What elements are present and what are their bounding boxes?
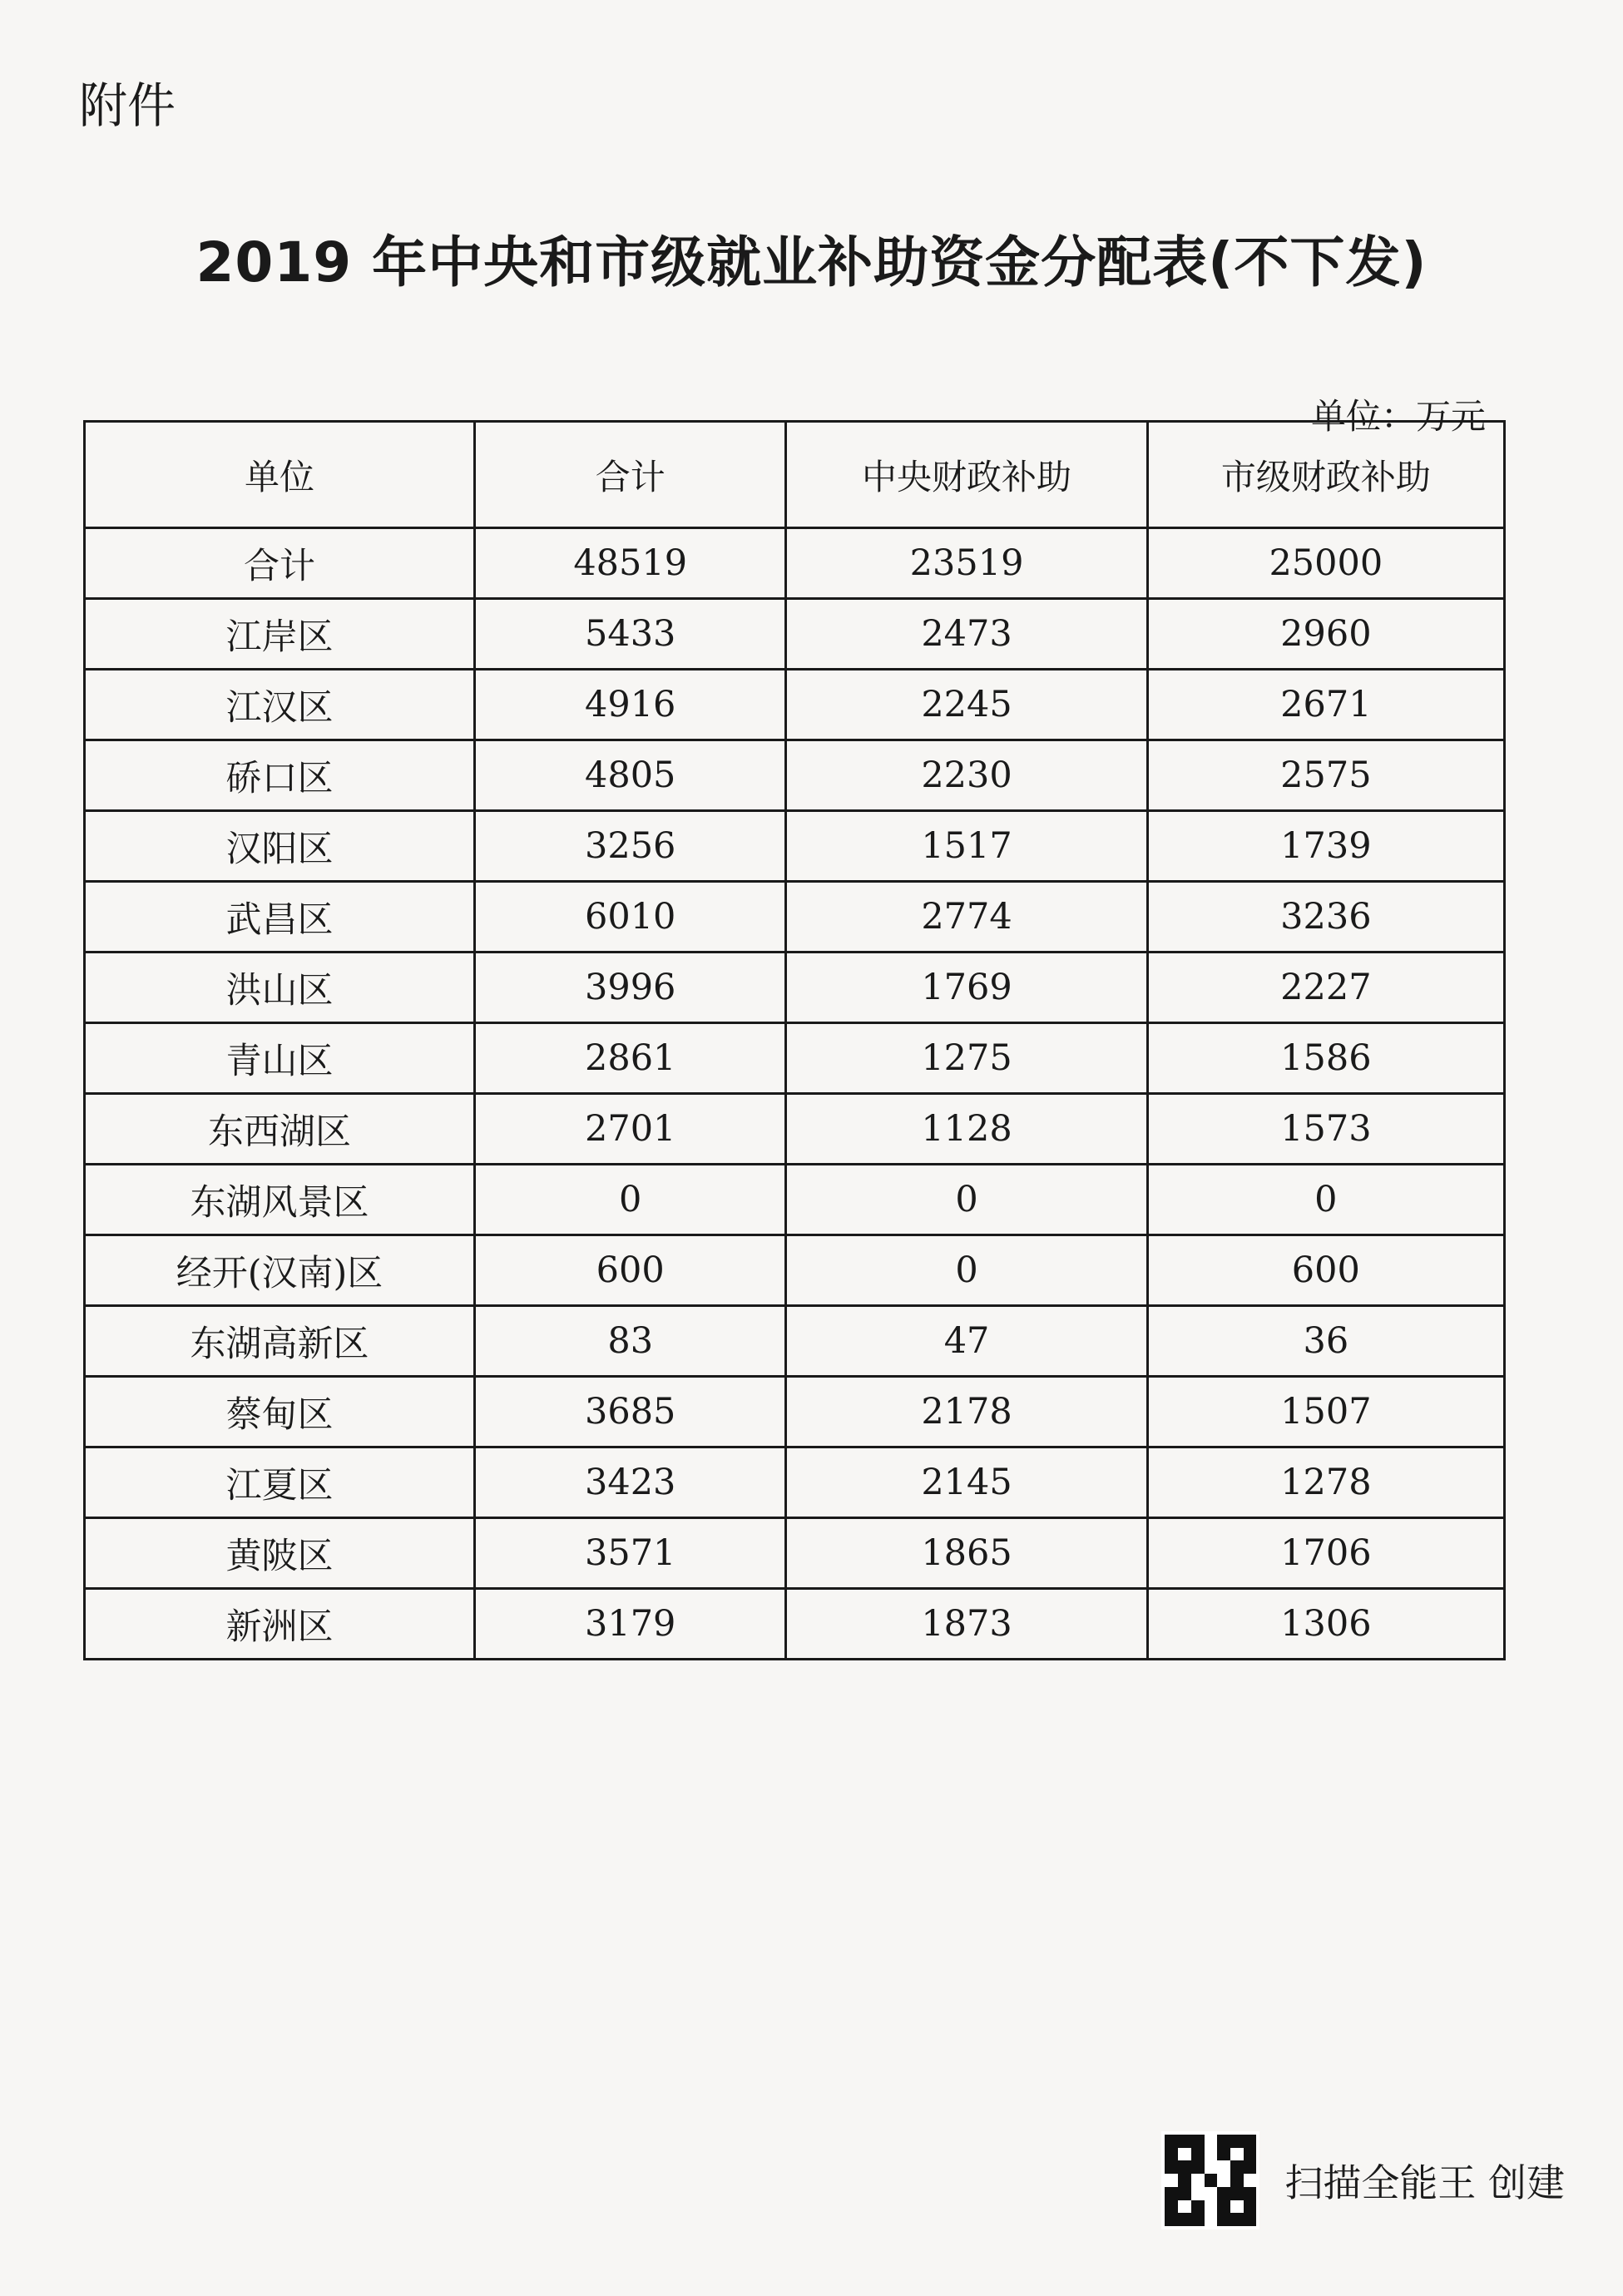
table-row — [85, 953, 1505, 1023]
column-header: 单位 — [85, 422, 475, 528]
table-cell: 36 — [1147, 1306, 1504, 1377]
qr-code-icon — [1161, 2131, 1259, 2229]
table-cell: 600 — [475, 1235, 786, 1306]
table-cell: 6010 — [475, 882, 786, 953]
table-row — [85, 1306, 1505, 1377]
table-row — [85, 740, 1505, 811]
table-cell: 1278 — [1147, 1447, 1504, 1518]
table-cell: 1306 — [1147, 1589, 1504, 1660]
table-row — [85, 1165, 1505, 1235]
table-row — [85, 528, 1505, 599]
row-label: 合计 — [85, 528, 475, 599]
row-label: 东湖高新区 — [85, 1306, 475, 1377]
page-title: 2019 年中央和市级就业补助资金分配表(不下发) — [195, 230, 1428, 294]
table-cell: 2227 — [1147, 953, 1504, 1023]
table-row — [85, 1377, 1505, 1447]
table-cell: 1275 — [786, 1023, 1147, 1094]
table-cell: 1706 — [1147, 1518, 1504, 1589]
table-cell: 23519 — [786, 528, 1147, 599]
table-cell: 3996 — [475, 953, 786, 1023]
row-label: 汉阳区 — [85, 811, 475, 882]
table-cell: 1507 — [1147, 1377, 1504, 1447]
table-cell: 1739 — [1147, 811, 1504, 882]
table-cell: 2701 — [475, 1094, 786, 1165]
column-header: 市级财政补助 — [1147, 422, 1504, 528]
row-label: 武昌区 — [85, 882, 475, 953]
table-row — [85, 1518, 1505, 1589]
table-cell: 47 — [786, 1306, 1147, 1377]
table-header-row — [85, 422, 1505, 528]
row-label: 青山区 — [85, 1023, 475, 1094]
table-cell: 2575 — [1147, 740, 1504, 811]
table-cell: 2178 — [786, 1377, 1147, 1447]
table-row — [85, 882, 1505, 953]
table-cell: 2960 — [1147, 599, 1504, 670]
table-cell: 0 — [786, 1165, 1147, 1235]
table-cell: 25000 — [1147, 528, 1504, 599]
table-row — [85, 1589, 1505, 1660]
attachment-label: 附件 — [79, 77, 176, 134]
table-cell: 0 — [1147, 1165, 1504, 1235]
table-cell: 83 — [475, 1306, 786, 1377]
table-cell: 1573 — [1147, 1094, 1504, 1165]
unit-label: 单位：万元 — [1310, 396, 1486, 437]
table-row — [85, 1447, 1505, 1518]
table-cell: 3423 — [475, 1447, 786, 1518]
table-cell: 3256 — [475, 811, 786, 882]
row-label: 新洲区 — [85, 1589, 475, 1660]
table-cell: 3236 — [1147, 882, 1504, 953]
row-label: 经开(汉南)区 — [85, 1235, 475, 1306]
table-row — [85, 599, 1505, 670]
row-label: 江夏区 — [85, 1447, 475, 1518]
table-cell: 2245 — [786, 670, 1147, 740]
table-cell: 2774 — [786, 882, 1147, 953]
column-header: 合计 — [475, 422, 786, 528]
table-cell: 1586 — [1147, 1023, 1504, 1094]
allocation-table — [83, 420, 1506, 1660]
column-header: 中央财政补助 — [786, 422, 1147, 528]
row-label: 江汉区 — [85, 670, 475, 740]
table-cell: 3685 — [475, 1377, 786, 1447]
scanner-watermark — [1161, 2131, 1565, 2229]
table-cell: 600 — [1147, 1235, 1504, 1306]
table-cell: 4916 — [475, 670, 786, 740]
table-row — [85, 1023, 1505, 1094]
table-cell: 5433 — [475, 599, 786, 670]
table-cell: 2861 — [475, 1023, 786, 1094]
row-label: 江岸区 — [85, 599, 475, 670]
row-label: 硚口区 — [85, 740, 475, 811]
table-cell: 1517 — [786, 811, 1147, 882]
table-cell: 2473 — [786, 599, 1147, 670]
table-cell: 2145 — [786, 1447, 1147, 1518]
row-label: 东湖风景区 — [85, 1165, 475, 1235]
table-cell: 48519 — [475, 528, 786, 599]
table-row — [85, 1235, 1505, 1306]
table-cell: 2230 — [786, 740, 1147, 811]
watermark-text: 扫描全能王 创建 — [1284, 2160, 1565, 2205]
table-cell: 3179 — [475, 1589, 786, 1660]
table-cell: 1769 — [786, 953, 1147, 1023]
row-label: 蔡甸区 — [85, 1377, 475, 1447]
table-cell: 3571 — [475, 1518, 786, 1589]
table-cell: 1128 — [786, 1094, 1147, 1165]
row-label: 黄陂区 — [85, 1518, 475, 1589]
table-cell: 1873 — [786, 1589, 1147, 1660]
table-cell: 2671 — [1147, 670, 1504, 740]
table-row — [85, 670, 1505, 740]
table-cell: 0 — [475, 1165, 786, 1235]
table-row — [85, 1094, 1505, 1165]
table-cell: 4805 — [475, 740, 786, 811]
table-cell: 1865 — [786, 1518, 1147, 1589]
row-label: 洪山区 — [85, 953, 475, 1023]
row-label: 东西湖区 — [85, 1094, 475, 1165]
table-cell: 0 — [786, 1235, 1147, 1306]
table-row — [85, 811, 1505, 882]
